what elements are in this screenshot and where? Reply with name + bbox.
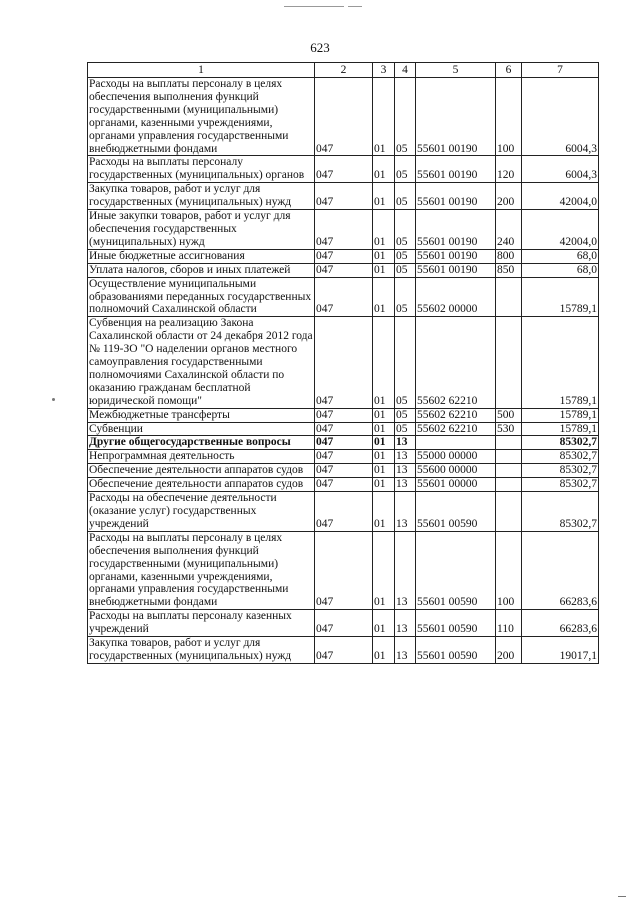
row-vr-cell: 100: [496, 531, 522, 609]
row-name-cell: Непрограммная деятельность: [88, 450, 315, 464]
row-vr-cell: 120: [496, 156, 522, 183]
row-sum-cell: 15789,1: [522, 422, 599, 436]
row-vr-cell: 240: [496, 210, 522, 250]
row-pr-cell: 05: [395, 277, 416, 317]
row-csr-cell: 55602 62210: [416, 317, 496, 408]
row-vr-cell: [496, 436, 522, 450]
table-row: [88, 610, 599, 637]
row-sum-cell: 19017,1: [522, 637, 599, 664]
row-pr-cell: 05: [395, 317, 416, 408]
row-sum-cell: 15789,1: [522, 277, 599, 317]
column-header: 2: [315, 63, 373, 78]
row-vr-cell: 200: [496, 183, 522, 210]
row-csr-cell: 55601 00190: [416, 210, 496, 250]
row-name-cell: Расходы на выплаты персоналу в целях обеспечения выполнения функций государственными (муниципальными) органами, казенными учреждениями, органами управления государственными внебюджетными фондами: [88, 78, 315, 156]
row-csr-cell: 55601 00590: [416, 531, 496, 609]
row-pr-cell: 13: [395, 637, 416, 664]
row-vr-cell: [496, 492, 522, 532]
row-csr-cell: 55601 00000: [416, 478, 496, 492]
row-name-cell: Межбюджетные трансферты: [88, 408, 315, 422]
table-row: [88, 436, 599, 450]
row-csr-cell: 55601 00190: [416, 156, 496, 183]
row-csr-cell: 55601 00190: [416, 263, 496, 277]
row-sum-cell: 66283,6: [522, 531, 599, 609]
row-sum-cell: 42004,0: [522, 210, 599, 250]
column-header: 4: [395, 63, 416, 78]
row-rz-cell: 01: [373, 408, 395, 422]
row-csr-cell: 55601 00190: [416, 183, 496, 210]
row-rz-cell: 01: [373, 210, 395, 250]
row-name-cell: Субвенции: [88, 422, 315, 436]
scan-mark: [284, 6, 344, 7]
table-row: [88, 464, 599, 478]
row-pr-cell: 05: [395, 408, 416, 422]
row-rz-cell: 01: [373, 436, 395, 450]
row-rz-cell: 01: [373, 531, 395, 609]
row-name-cell: Обеспечение деятельности аппаратов судов: [88, 464, 315, 478]
row-ved-cell: 047: [315, 249, 373, 263]
row-ved-cell: 047: [315, 450, 373, 464]
row-vr-cell: [496, 277, 522, 317]
row-pr-cell: 13: [395, 610, 416, 637]
row-rz-cell: 01: [373, 637, 395, 664]
column-header: 1: [88, 63, 315, 78]
scan-mark: [618, 896, 626, 897]
table-row: [88, 637, 599, 664]
row-pr-cell: 13: [395, 492, 416, 532]
row-ved-cell: 047: [315, 78, 373, 156]
scan-mark: [348, 6, 362, 7]
table-row: [88, 450, 599, 464]
row-vr-cell: [496, 450, 522, 464]
row-ved-cell: 047: [315, 610, 373, 637]
row-rz-cell: 01: [373, 277, 395, 317]
row-pr-cell: 13: [395, 478, 416, 492]
column-header: 7: [522, 63, 599, 78]
row-name-cell: Другие общегосударственные вопросы: [88, 436, 315, 450]
scan-dot: [52, 398, 55, 401]
row-csr-cell: 55600 00000: [416, 464, 496, 478]
row-pr-cell: 05: [395, 249, 416, 263]
row-sum-cell: 6004,3: [522, 78, 599, 156]
row-ved-cell: 047: [315, 492, 373, 532]
row-sum-cell: 66283,6: [522, 610, 599, 637]
row-vr-cell: 850: [496, 263, 522, 277]
row-pr-cell: 05: [395, 156, 416, 183]
row-ved-cell: 047: [315, 478, 373, 492]
row-csr-cell: 55601 00190: [416, 249, 496, 263]
page-number: 623: [310, 40, 330, 55]
row-ved-cell: 047: [315, 156, 373, 183]
column-header: 3: [373, 63, 395, 78]
row-sum-cell: 85302,7: [522, 492, 599, 532]
row-name-cell: Уплата налогов, сборов и иных платежей: [88, 263, 315, 277]
row-pr-cell: 13: [395, 464, 416, 478]
table-body: [88, 78, 599, 664]
row-vr-cell: 200: [496, 637, 522, 664]
row-rz-cell: 01: [373, 422, 395, 436]
row-ved-cell: 047: [315, 531, 373, 609]
row-pr-cell: 13: [395, 531, 416, 609]
row-vr-cell: [496, 464, 522, 478]
row-pr-cell: 05: [395, 183, 416, 210]
row-ved-cell: 047: [315, 317, 373, 408]
row-rz-cell: 01: [373, 464, 395, 478]
row-sum-cell: 85302,7: [522, 478, 599, 492]
row-name-cell: Расходы на выплаты персоналу государственных (муниципальных) органов: [88, 156, 315, 183]
row-rz-cell: 01: [373, 450, 395, 464]
row-vr-cell: 100: [496, 78, 522, 156]
row-rz-cell: 01: [373, 263, 395, 277]
row-csr-cell: 55602 00000: [416, 277, 496, 317]
row-csr-cell: 55000 00000: [416, 450, 496, 464]
row-sum-cell: 68,0: [522, 263, 599, 277]
row-name-cell: Закупка товаров, работ и услуг для государственных (муниципальных) нужд: [88, 637, 315, 664]
row-rz-cell: 01: [373, 478, 395, 492]
row-sum-cell: 42004,0: [522, 183, 599, 210]
table-row: [88, 408, 599, 422]
row-rz-cell: 01: [373, 183, 395, 210]
row-sum-cell: 15789,1: [522, 317, 599, 408]
row-rz-cell: 01: [373, 156, 395, 183]
row-rz-cell: 01: [373, 610, 395, 637]
column-header: 6: [496, 63, 522, 78]
row-name-cell: Обеспечение деятельности аппаратов судов: [88, 478, 315, 492]
table-row: [88, 531, 599, 609]
row-vr-cell: 110: [496, 610, 522, 637]
row-vr-cell: 530: [496, 422, 522, 436]
row-ved-cell: 047: [315, 210, 373, 250]
table-row: [88, 317, 599, 408]
row-name-cell: Расходы на выплаты персоналу в целях обеспечения выполнения функций государственными (муниципальными) органами, казенными учреждениями, органами управления государственными внебюджетными фондами: [88, 531, 315, 609]
row-pr-cell: 05: [395, 263, 416, 277]
row-sum-cell: 85302,7: [522, 450, 599, 464]
table-row: [88, 183, 599, 210]
row-name-cell: Иные бюджетные ассигнования: [88, 249, 315, 263]
row-ved-cell: 047: [315, 408, 373, 422]
row-pr-cell: 05: [395, 210, 416, 250]
table-row: [88, 492, 599, 532]
row-sum-cell: 6004,3: [522, 156, 599, 183]
row-csr-cell: 55601 00590: [416, 492, 496, 532]
table-row: [88, 263, 599, 277]
row-ved-cell: 047: [315, 422, 373, 436]
row-sum-cell: 85302,7: [522, 436, 599, 450]
row-sum-cell: 15789,1: [522, 408, 599, 422]
row-vr-cell: [496, 317, 522, 408]
row-rz-cell: 01: [373, 78, 395, 156]
row-csr-cell: 55601 00190: [416, 78, 496, 156]
row-name-cell: Закупка товаров, работ и услуг для государственных (муниципальных) нужд: [88, 183, 315, 210]
row-vr-cell: 500: [496, 408, 522, 422]
table-row: [88, 422, 599, 436]
row-rz-cell: 01: [373, 249, 395, 263]
table-row: [88, 277, 599, 317]
row-pr-cell: 05: [395, 422, 416, 436]
row-ved-cell: 047: [315, 263, 373, 277]
table-row: [88, 156, 599, 183]
table-row: [88, 210, 599, 250]
row-pr-cell: 13: [395, 450, 416, 464]
table-header-row: [88, 63, 599, 78]
row-ved-cell: 047: [315, 464, 373, 478]
row-csr-cell: 55601 00590: [416, 610, 496, 637]
table-row: [88, 249, 599, 263]
budget-table: [87, 62, 599, 664]
row-ved-cell: 047: [315, 436, 373, 450]
row-rz-cell: 01: [373, 492, 395, 532]
row-name-cell: Осуществление муниципальными образованиями переданных государственных полномочий Сахалинской области: [88, 277, 315, 317]
row-vr-cell: 800: [496, 249, 522, 263]
row-name-cell: Субвенция на реализацию Закона Сахалинской области от 24 декабря 2012 года № 119-ЗО "О наделении органов местного самоуправления государственными полномочиями Сахалинской области по оказанию гражданам бесплатной юридической помощи": [89, 317, 313, 407]
row-pr-cell: 05: [395, 78, 416, 156]
row-csr-cell: 55601 00590: [416, 637, 496, 664]
row-pr-cell: 13: [395, 436, 416, 450]
row-name-cell: Расходы на выплаты персоналу казенных учреждений: [88, 610, 315, 637]
row-ved-cell: 047: [315, 277, 373, 317]
row-ved-cell: 047: [315, 637, 373, 664]
row-csr-cell: 55602 62210: [416, 408, 496, 422]
row-sum-cell: 85302,7: [522, 464, 599, 478]
row-ved-cell: 047: [315, 183, 373, 210]
table-row: [88, 478, 599, 492]
row-sum-cell: 68,0: [522, 249, 599, 263]
row-rz-cell: 01: [373, 317, 395, 408]
column-header: 5: [416, 63, 496, 78]
row-csr-cell: 55602 62210: [416, 422, 496, 436]
row-vr-cell: [496, 478, 522, 492]
table-row: [88, 78, 599, 156]
row-name-cell: Расходы на обеспечение деятельности (оказание услуг) государственных учреждений: [88, 492, 315, 532]
row-csr-cell: [416, 436, 496, 450]
row-name-cell: Иные закупки товаров, работ и услуг для обеспечения государственных (муниципальных) нужд: [88, 210, 315, 250]
